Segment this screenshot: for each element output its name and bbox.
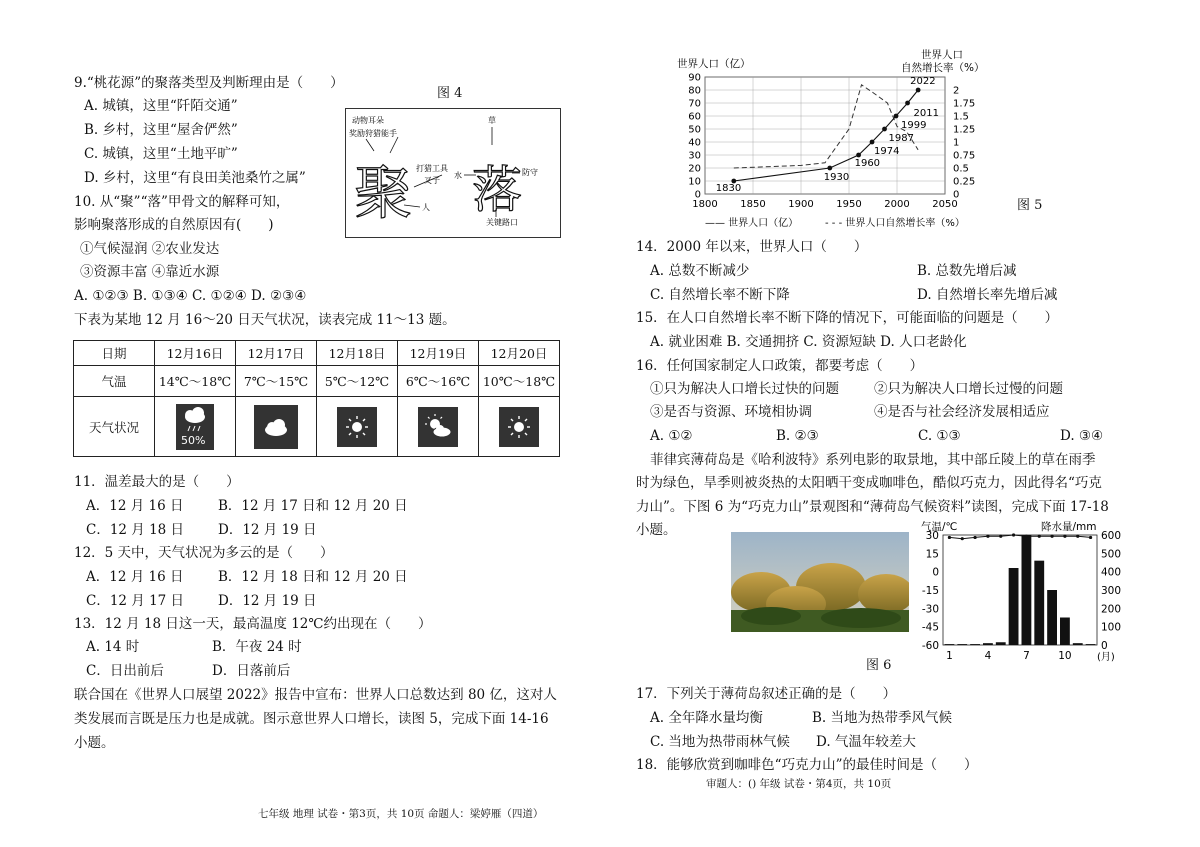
fig5-ytick-label: 90: [688, 72, 701, 84]
weather-table: [73, 340, 560, 457]
population-point-label: 2022: [910, 76, 936, 87]
condition-day-2: [236, 397, 317, 457]
fig6-precip-tick: 200: [1101, 603, 1122, 616]
q16-option-c: C. ①③: [918, 428, 961, 444]
fig5-ytick-label: 60: [688, 111, 701, 123]
weather-temp-row: [74, 366, 560, 397]
fig5-points: [716, 76, 939, 194]
q12-option-d: D．12 月 19 日: [218, 593, 317, 609]
fig5-ytick-label: 20: [688, 163, 701, 175]
population-intro-line2: 类发展而言既是压力也是成就。图示意世界人口增长，读图 5，完成下面 14-16: [74, 711, 549, 727]
q11-option-b: B．12 月 17 日和 12 月 20 日: [218, 498, 408, 514]
q13-option-d: D．日落前后: [212, 663, 291, 679]
fig4-label-person: 人: [422, 203, 430, 212]
q9-option-b: B. 乡村，这里“屋舍俨然”: [84, 122, 238, 138]
q16-stem: 16．任何国家制定人口政策，都要考虑（ ）: [636, 358, 924, 374]
fig5-y2tick-label: 0: [953, 189, 960, 201]
q16-option-b: B. ②③: [776, 428, 819, 444]
fig6-month-unit: (月): [1097, 652, 1115, 663]
q10-items-2: ③资源丰富 ④靠近水源: [80, 264, 220, 280]
population-point: [870, 140, 875, 145]
fig6-temp-tick: 15: [925, 548, 939, 561]
population-point-label: 1830: [715, 183, 742, 194]
fig4-label-tool: 打猎工具: [416, 164, 448, 173]
precip-bar: [1034, 561, 1044, 645]
fig5-y2tick-label: 0.5: [953, 163, 969, 175]
temp-day-5: 10℃～18℃: [479, 366, 560, 397]
condition-day-3: [317, 397, 398, 457]
left-footer: 七年级 地理 试卷・第3页，共 10页 命题人：梁婷雁（四道）: [258, 808, 544, 820]
chocolate-hills-photo: [731, 532, 909, 632]
fig5-xtick-label: 1850: [740, 199, 766, 210]
condition-day-4: [398, 397, 479, 457]
fig6-precip-label: 降水量/mm: [1041, 521, 1097, 533]
q18-stem: 18．能够欣赏到咖啡色“巧克力山”的最佳时间是（ ）: [636, 757, 978, 773]
fig6-temp-tick: -45: [921, 621, 939, 634]
fig5-ylabel-left: 世界人口（亿）: [677, 58, 751, 70]
precip-bar: [1009, 568, 1019, 645]
partly-cloudy-icon: [418, 407, 458, 447]
fig5-legend-population: —— 世界人口（亿）: [705, 218, 799, 229]
header-day-1: 12月16日: [155, 341, 236, 366]
fig6-precip-tick: 0: [1101, 640, 1108, 652]
chocolate-intro-line3: 力山”。下图 6 为“巧克力山”景观图和“薄荷岛气候资料”读图，完成下面 17-18: [636, 499, 1109, 515]
fig6-precip-tick: 300: [1101, 585, 1122, 597]
fig4-label-fork: 叉子: [424, 176, 440, 185]
q15-options: A. 就业困难 B. 交通拥挤 C. 资源短缺 D. 人口老龄化: [650, 334, 967, 350]
precip-bar: [1086, 644, 1096, 645]
temp-point: [961, 537, 964, 540]
q14-option-b: B. 总数先增后减: [917, 263, 1017, 279]
population-point: [856, 153, 861, 158]
chocolate-intro-line1: 菲律宾薄荷岛是《哈利波特》系列电影的取景地，其中部丘陵上的草在雨季: [650, 452, 1096, 468]
fig5-xtick-label: 1950: [836, 199, 862, 210]
q12-option-a: A．12 月 16 日: [86, 569, 184, 585]
fig6-temp-tick: 0: [932, 566, 939, 579]
sun-icon: [337, 407, 377, 447]
fig6-plot-frame: [943, 535, 1097, 645]
q13-option-b: B．午夜 24 时: [212, 639, 302, 655]
fig6-month-tick: 7: [1023, 650, 1030, 662]
fig6-precip-tick: 400: [1101, 566, 1122, 579]
population-point: [916, 88, 921, 93]
fig4-label-water: 水: [454, 171, 462, 180]
fig4-label-guard: 防守: [522, 168, 538, 177]
precip-bar: [1047, 590, 1057, 645]
fig6-temppts: [948, 533, 1092, 540]
population-point-label: 1974: [874, 146, 900, 157]
population-point-label: 1999: [901, 120, 927, 131]
population-point-label: 1987: [888, 133, 914, 144]
fig5-y2tick-label: 1.5: [953, 111, 969, 123]
q11-option-c: C．12 月 18 日: [86, 522, 185, 538]
q10-stem-line1: 10. 从“聚”“落”甲骨文的解释可知，: [74, 194, 290, 210]
fig5-xtick-label: 1800: [692, 199, 718, 210]
fig5-ytick-label: 70: [688, 98, 701, 110]
fig5-xtick-label: 2000: [884, 199, 910, 210]
population-point: [827, 166, 832, 171]
precip-bar: [1073, 643, 1083, 645]
population-intro-line1: 联合国在《世界人口展望 2022》报告中宣布：世界人口总数达到 80 亿，这对人: [74, 687, 557, 703]
fig5-ytick-label: 0: [694, 189, 701, 201]
fig5-y2tick-label: 1.75: [953, 98, 976, 110]
q17-option-b: B. 当地为热带季风气候: [812, 710, 953, 726]
q9-option-a: A. 城镇，这里“阡陌交通”: [84, 98, 238, 114]
temp-day-4: 6℃～16℃: [398, 366, 479, 397]
population-point-label: 1960: [854, 158, 881, 169]
fig4-label-junction: 关键路口: [486, 218, 518, 227]
sun-icon: [499, 407, 539, 447]
header-day-3: 12月18日: [317, 341, 398, 366]
table-intro: 下表为某地 12 月 16～20 日天气状况，读表完成 11～13 题。: [74, 312, 456, 328]
precip-bar: [957, 644, 967, 645]
oracle-char-luo: 落: [472, 161, 522, 219]
q10-items-1: ①气候湿润 ②农业发达: [80, 241, 220, 257]
figure-5-title: 图 5: [1017, 198, 1043, 213]
temp-point: [1025, 535, 1028, 538]
precip-bar: [945, 644, 955, 645]
fig5-yticks: [688, 73, 701, 201]
fig4-label-ear: 动物耳朵: [352, 116, 384, 125]
fig6-yticks: [922, 530, 939, 652]
fig6-temp-tick: -30: [921, 603, 939, 616]
population-point-label: 1930: [823, 172, 850, 183]
q16-item-1: ①只为解决人口增长过快的问题: [650, 381, 839, 397]
fig6-month-tick: 10: [1058, 650, 1072, 662]
q9-option-d: D. 乡村，这里“有良田美池桑竹之属”: [84, 170, 306, 186]
temp-day-2: 7℃～15℃: [236, 366, 317, 397]
fig6-xticks: [946, 650, 1072, 662]
fig6-temp-label: 气温/℃: [921, 521, 958, 533]
fig5-legend-rate: - - - 世界人口自然增长率（%）: [825, 218, 965, 229]
temp-point: [986, 535, 989, 538]
oracle-characters-diagram: [346, 109, 560, 237]
fig5-ytick-label: 40: [688, 137, 701, 149]
fig4-label-reward: 奖励狩猎能手: [349, 129, 397, 138]
population-intro-line3: 小题。: [74, 735, 115, 751]
precip-bar: [1060, 618, 1070, 646]
fig5-y2tick-label: 0.75: [953, 150, 976, 162]
precip-bar: [970, 644, 980, 645]
temp-day-1: 14℃～18℃: [155, 366, 236, 397]
temp-point: [1076, 535, 1079, 538]
fig6-bars: [945, 535, 1096, 645]
q14-stem: 14．2000 年以来，世界人口（ ）: [636, 239, 868, 255]
q13-option-c: C．日出前后: [86, 663, 164, 679]
fig6-temp-tick: 30: [925, 530, 939, 542]
temp-point: [1012, 533, 1015, 536]
fig6-frame: [943, 535, 1097, 645]
temp-point: [1050, 535, 1053, 538]
fig6-precip-tick: 600: [1101, 530, 1122, 542]
q17-option-a: A. 全年降水量均衡: [650, 710, 763, 726]
q16-option-a: A. ①②: [650, 428, 693, 444]
precip-bar: [1022, 535, 1032, 645]
fig5-xtick-label: 2050: [932, 199, 958, 210]
fig5-y2tick-label: 1: [953, 137, 960, 149]
fig6-month-tick: 4: [984, 650, 992, 662]
q14-option-a: A. 总数不断减少: [650, 263, 750, 279]
temperature-line: [949, 535, 1090, 539]
fig6-month-tick: 1: [946, 650, 953, 662]
temp-point: [1038, 535, 1041, 538]
fig5-xticks: [692, 199, 957, 210]
condition-label: 天气状况: [74, 397, 155, 457]
fig5-ylabel-right-1: 世界人口: [921, 49, 963, 61]
fig6-precip-tick: 100: [1101, 621, 1122, 634]
q12-stem: 12．5 天中，天气状况为多云的是（ ）: [74, 545, 334, 561]
q16-item-4: ④是否与社会经济发展相适应: [874, 404, 1050, 420]
q12-option-b: B．12 月 18 日和 12 月 20 日: [218, 569, 408, 585]
rain-cloud-icon: [176, 404, 214, 450]
population-point: [894, 114, 899, 119]
q16-option-d: D. ③④: [1060, 428, 1104, 444]
weather-header-row: [74, 341, 560, 366]
fig5-ylabel-right-2: 自然增长率（%）: [901, 62, 985, 74]
q12-option-c: C．12 月 17 日: [86, 593, 185, 609]
climate-chart: [915, 518, 1137, 664]
population-point: [882, 127, 887, 132]
temp-point: [999, 535, 1002, 538]
cloud-icon: [254, 405, 298, 449]
population-chart: [655, 44, 1055, 234]
temp-point: [1063, 535, 1066, 538]
right-footer: 审题人：() 年级 试卷・第4页，共 10页: [706, 778, 892, 790]
q16-item-2: ②只为解决人口增长过慢的问题: [874, 381, 1063, 397]
q13-option-a: A. 14 时: [86, 639, 140, 655]
temp-point: [948, 536, 951, 539]
q15-stem: 15．在人口自然增长率不断下降的情况下，可能面临的问题是（ ）: [636, 310, 1059, 326]
fig5-ytick-label: 30: [688, 150, 701, 162]
condition-day-5: [479, 397, 560, 457]
fig6-temp-tick: -60: [921, 640, 939, 652]
oracle-char-ju: 聚: [354, 159, 413, 227]
weather-condition-row: [74, 397, 560, 457]
population-point: [905, 101, 910, 106]
q9-stem: 9.“桃花源”的聚落类型及判断理由是（ ）: [74, 75, 344, 91]
population-point-label: 2011: [913, 108, 940, 119]
temp-label: 气温: [74, 366, 155, 397]
rain-probability: 50%: [181, 433, 206, 447]
fig6-precip-tick: 500: [1101, 548, 1122, 561]
fig5-ytick-label: 10: [688, 176, 701, 188]
figure-4-box: [345, 108, 561, 238]
header-day-5: 12月20日: [479, 341, 560, 366]
figure-6-title: 图 6: [866, 658, 892, 673]
precip-bar: [996, 642, 1006, 645]
q14-option-c: C. 自然增长率不断下降: [650, 287, 790, 303]
q17-stem: 17．下列关于薄荷岛叙述正确的是（ ）: [636, 686, 897, 702]
temp-point: [1089, 536, 1092, 539]
q11-option-d: D．12 月 19 日: [218, 522, 317, 538]
condition-day-1: [155, 397, 236, 457]
fig5-ytick-label: 80: [688, 85, 701, 97]
q10-options: A. ①②③ B. ①③④ C. ①②④ D. ②③④: [74, 288, 307, 304]
temp-day-3: 5℃～12℃: [317, 366, 398, 397]
fig6-y2ticks: [1101, 530, 1121, 652]
fig4-label-grass: 草: [488, 116, 496, 125]
q11-option-a: A．12 月 16 日: [86, 498, 184, 514]
q13-stem: 13．12 月 18 日这一天，最高温度 12℃约出现在（ ）: [74, 616, 432, 632]
header-date: 日期: [74, 341, 155, 366]
fig5-ytick-label: 50: [688, 124, 701, 136]
fig5-xtick-label: 1900: [788, 199, 814, 210]
chocolate-intro-line2: 时为绿色，旱季则被炎热的太阳晒干变成咖啡色，酷似巧克力，因此得名“巧克: [636, 475, 1102, 491]
q16-item-3: ③是否与资源、环境相协调: [650, 404, 812, 420]
fig5-y2tick-label: 2: [953, 85, 960, 97]
q17-option-d: D. 气温年较差大: [816, 734, 916, 750]
fig5-y2ticks: [953, 86, 975, 201]
q14-option-d: D. 自然增长率先增后减: [917, 287, 1058, 303]
header-day-4: 12月19日: [398, 341, 479, 366]
temp-point: [973, 536, 976, 539]
q11-stem: 11．温差最大的是（ ）: [74, 474, 240, 490]
q9-option-c: C. 城镇，这里“土地平旷”: [84, 146, 238, 162]
fig6-temp-tick: -15: [921, 585, 939, 597]
q10-stem-line2: 影响聚落形成的自然原因有( ): [74, 217, 274, 233]
chocolate-intro-line4: 小题。: [636, 522, 677, 538]
q17-option-c: C. 当地为热带雨林气候: [650, 734, 790, 750]
fig5-y2tick-label: 1.25: [953, 124, 976, 136]
fig5-y2tick-label: 0.25: [953, 176, 976, 188]
header-day-2: 12月17日: [236, 341, 317, 366]
precip-bar: [983, 643, 993, 645]
figure-4-title: 图 4: [437, 86, 463, 101]
